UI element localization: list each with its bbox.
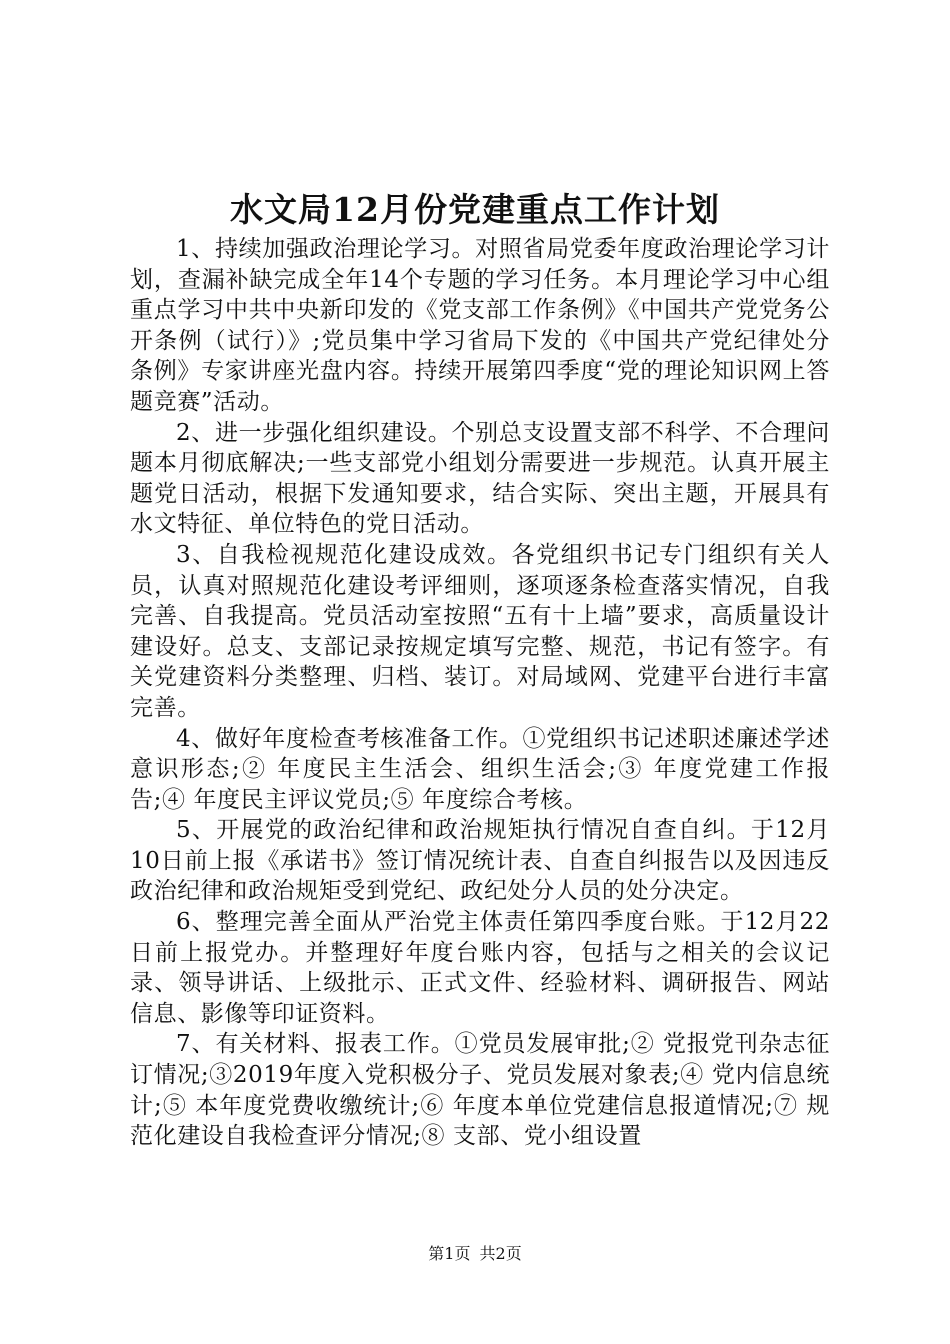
paragraph-1: 1、持续加强政治理论学习。对照省局党委年度政治理论学习计划，查漏补缺完成全年14个专题的学习任务。本月理论学习中心组重点学习中共中央新印发的《党支部工作条例》《中国共产党党务公开条例（试行）》;党员集中学习省局下发的《中国共产党纪律处分条例》专家讲座光盘内容。持续开展第四季度“党的理论知识网上答题竞赛”活动。 xyxy=(130,236,830,415)
paragraph-5: 5、开展党的政治纪律和政治规矩执行情况自查自纠。于12月10日前上报《承诺书》签订情况统计表、自查自纠报告以及因违反政治纪律和政治规矩受到党纪、政纪处分人员的处分决定。 xyxy=(130,817,830,905)
page-number-current: 第1页 xyxy=(428,1244,471,1263)
paragraph-3: 3、自我检视规范化建设成效。各党组织书记专门组织有关人员，认真对照规范化建设考评细则，逐项逐条检查落实情况，自我完善、自我提高。党员活动室按照“五有十上墙”要求，高质量设计建设好。总支、支部记录按规定填写完整、规范，书记有签字。有关党建资料分类整理、归档、装订。对局域网、党建平台进行丰富完善。 xyxy=(130,541,830,721)
paragraph-7: 7、有关材料、报表工作。①党员发展审批;② 党报党刊杂志征订情况;③2019年度入党积极分子、党员发展对象表;④ 党内信息统计;⑤ 本年度党费收缴统计;⑥ 年度本单位党建信息报道情况;⑦ 规范化建设自我检查评分情况;⑧ 支部、党小组设置 xyxy=(130,1031,830,1150)
document-body xyxy=(130,234,830,1152)
paragraph-4: 4、做好年度检查考核准备工作。①党组织书记述职述廉述学述意识形态;② 年度民主生活会、组织生活会;③ 年度党建工作报告;④ 年度民主评议党员;⑤ 年度综合考核。 xyxy=(130,725,830,813)
paragraph-2: 2、进一步强化组织建设。个别总支设置支部不科学、不合理问题本月彻底解决;一些支部党小组划分需要进一步规范。认真开展主题党日活动，根据下发通知要求，结合实际、突出主题，开展具有水文特征、单位特色的党日活动。 xyxy=(130,419,830,538)
page-footer xyxy=(0,1243,950,1265)
paragraph-6: 6、整理完善全面从严治党主体责任第四季度台账。于12月22日前上报党办。并整理好年度台账内容，包括与之相关的会议记录、领导讲话、上级批示、正式文件、经验材料、调研报告、网站信息、影像等印证资料。 xyxy=(130,909,830,1027)
page-number-total: 共2页 xyxy=(479,1244,522,1263)
document-title: 水文局12月份党建重点工作计划 xyxy=(230,190,720,229)
